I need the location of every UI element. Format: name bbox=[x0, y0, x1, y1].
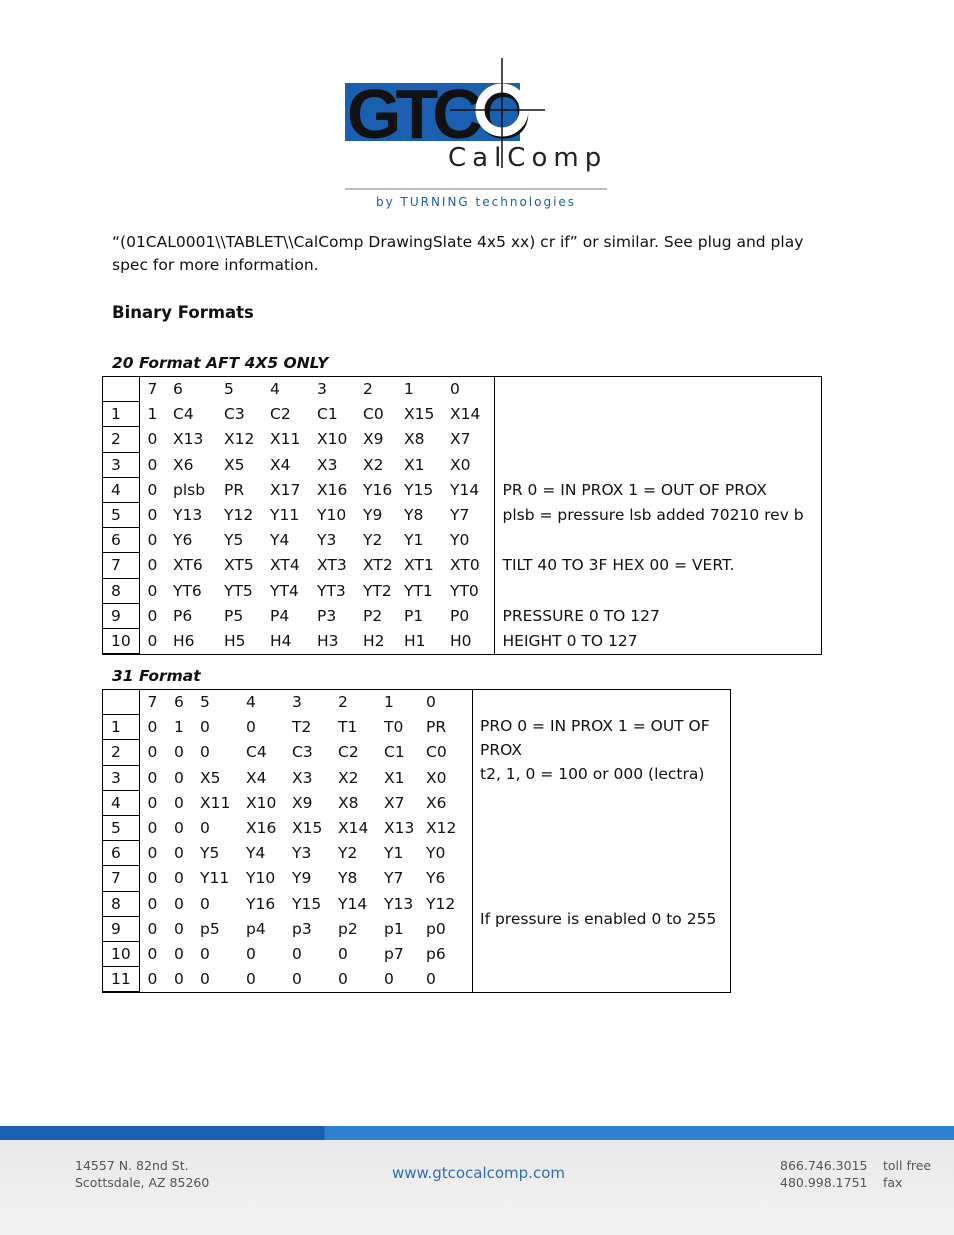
format31-bit-cell: X10 bbox=[246, 793, 277, 812]
footer-fax-label: fax bbox=[883, 1175, 903, 1190]
format31-bit-cell: X11 bbox=[200, 793, 231, 812]
format31-bit-cell: X14 bbox=[338, 819, 369, 838]
format20-bit-cell: Y16 bbox=[363, 480, 393, 499]
footer-address bbox=[75, 1157, 209, 1191]
format31-bit-cell: p1 bbox=[384, 919, 404, 938]
format20-row-number: 5 bbox=[103, 502, 139, 527]
format20-bit-cell: YT1 bbox=[404, 581, 433, 600]
format31-bit-cell: 5 bbox=[200, 693, 210, 712]
format31-note-cell bbox=[472, 941, 730, 966]
footer-address-line1: 14557 N. 82nd St. bbox=[75, 1158, 189, 1173]
format31-bit-cell: 0 bbox=[200, 743, 210, 762]
format20-bit-cell: H6 bbox=[173, 631, 195, 650]
footer-phone: 866.746.3015 bbox=[780, 1158, 868, 1173]
format20-bit-cell: H4 bbox=[270, 631, 292, 650]
format20-row bbox=[103, 452, 821, 477]
format31-bit-cell: 1 bbox=[384, 693, 394, 712]
format20-note-cell: plsb = pressure lsb added 70210 rev b bbox=[494, 502, 821, 527]
format20-row-number: 7 bbox=[103, 553, 139, 578]
format31-row-number: 1 bbox=[103, 715, 139, 740]
format20-bit-cell: 7 bbox=[147, 380, 158, 399]
format31-note-cell bbox=[472, 790, 730, 815]
format20-row bbox=[103, 502, 821, 527]
format31-bit-cell: p0 bbox=[426, 919, 446, 938]
format20-bit-cell: H1 bbox=[404, 631, 426, 650]
format31-bit-cell: T1 bbox=[338, 718, 358, 737]
format20-note-cell: HEIGHT 0 TO 127 bbox=[494, 628, 821, 653]
format31-bit-cell: Y0 bbox=[426, 844, 446, 863]
format31-bit-cell: C0 bbox=[426, 743, 447, 762]
format31-caption: 31 Format bbox=[112, 667, 201, 685]
format31-note-t: t2, 1, 0 = 100 or 000 (lectra) bbox=[480, 765, 705, 783]
format31-header-row bbox=[103, 690, 730, 715]
format20-bit-cell: XT5 bbox=[224, 556, 254, 575]
format20-bit-cell: Y13 bbox=[173, 506, 203, 525]
format31-bit-cell: X8 bbox=[338, 793, 359, 812]
format31-bit-cell: 0 bbox=[174, 970, 184, 989]
format31-bit-cell: 0 bbox=[200, 819, 210, 838]
format20-bit-cell: Y8 bbox=[404, 506, 424, 525]
format31-bit-cell: X13 bbox=[384, 819, 415, 838]
footer-website-link[interactable]: www.gtcocalcomp.com bbox=[392, 1164, 565, 1182]
format31-bit-cell: 0 bbox=[338, 970, 348, 989]
format31-bit-cell: C3 bbox=[292, 743, 313, 762]
format20-bit-cell: X11 bbox=[270, 430, 301, 449]
format31-bit-cell: X0 bbox=[426, 768, 447, 787]
format20-row bbox=[103, 603, 821, 628]
format20-bit-cell: 1 bbox=[404, 380, 414, 399]
logo-tagline: by TURNING technologies bbox=[375, 195, 577, 209]
format31-row bbox=[103, 967, 730, 992]
format31-bit-cell: X9 bbox=[292, 793, 313, 812]
format31-note-prox: PRO 0 = IN PROX 1 = OUT OF PROX bbox=[480, 717, 710, 760]
format20-bit-cell: 0 bbox=[147, 455, 158, 474]
format20-bit-cell: X10 bbox=[317, 430, 348, 449]
format20-row-number: 2 bbox=[103, 427, 139, 452]
format20-row bbox=[103, 553, 821, 578]
format31-row-number: 7 bbox=[103, 866, 139, 891]
format31-bit-cell: 6 bbox=[174, 693, 184, 712]
format20-row bbox=[103, 402, 821, 427]
format20-bit-cell: 1 bbox=[147, 405, 158, 424]
format31-bit-cell: 0 bbox=[200, 970, 210, 989]
format31-row-number: 2 bbox=[103, 740, 139, 765]
format31-bit-cell: 0 bbox=[147, 743, 158, 762]
format20-bit-cell: XT0 bbox=[450, 556, 480, 575]
format31-bit-cell: 0 bbox=[147, 869, 158, 888]
format20-row bbox=[103, 578, 821, 603]
format20-bit-cell: YT6 bbox=[173, 581, 202, 600]
format31-row-number: 3 bbox=[103, 765, 139, 790]
format31-bit-cell: 0 bbox=[147, 944, 158, 963]
format20-bit-cell: X2 bbox=[363, 455, 384, 474]
format31-bit-cell: C4 bbox=[246, 743, 267, 762]
format20-row-number: 8 bbox=[103, 578, 139, 603]
format31-bit-cell: X5 bbox=[200, 768, 221, 787]
format20-bit-cell: Y14 bbox=[450, 480, 480, 499]
format20-note-cell: TILT 40 TO 3F HEX 00 = VERT. bbox=[494, 553, 821, 578]
format20-bit-cell: Y4 bbox=[270, 531, 290, 550]
format20-bit-cell: C4 bbox=[173, 405, 194, 424]
format20-bit-cell: X13 bbox=[173, 430, 204, 449]
format20-bit-cell: P2 bbox=[363, 606, 383, 625]
format31-bit-cell: Y2 bbox=[338, 844, 358, 863]
format20-bit-cell: X0 bbox=[450, 455, 471, 474]
format31-bit-cell: p5 bbox=[200, 919, 220, 938]
format31-row bbox=[103, 941, 730, 966]
format31-bit-cell: 0 bbox=[174, 793, 184, 812]
format20-bit-cell: PR bbox=[224, 480, 245, 499]
format31-bit-cell: X3 bbox=[292, 768, 313, 787]
format31-bit-cell: X1 bbox=[384, 768, 405, 787]
format31-bit-cell: X15 bbox=[292, 819, 323, 838]
format20-bit-cell: X14 bbox=[450, 405, 481, 424]
format31-bit-cell: Y14 bbox=[338, 894, 368, 913]
format20-row-number bbox=[103, 377, 139, 402]
format31-bit-cell: p7 bbox=[384, 944, 404, 963]
intro-paragraph: “(01CAL0001\\TABLET\\CalComp DrawingSlate 4x5 xx) cr if” or similar. See plug and play spec for more information. bbox=[112, 233, 804, 274]
format31-bit-cell: 0 bbox=[200, 944, 210, 963]
format31-bit-cell: 3 bbox=[292, 693, 302, 712]
format20-bit-cell: 5 bbox=[224, 380, 234, 399]
format20-bit-cell: 0 bbox=[147, 430, 158, 449]
format20-row-number: 10 bbox=[103, 628, 139, 653]
format20-row-number: 9 bbox=[103, 603, 139, 628]
format20-row-number: 6 bbox=[103, 528, 139, 553]
format20-row bbox=[103, 477, 821, 502]
gtco-calcomp-logo bbox=[345, 58, 615, 213]
format31-bit-cell: X12 bbox=[426, 819, 457, 838]
format31-row-number bbox=[103, 690, 139, 715]
format31-bit-cell: 7 bbox=[147, 693, 158, 712]
format31-note-cell bbox=[472, 967, 730, 992]
format31-bit-cell: 0 bbox=[426, 693, 436, 712]
format31-bit-cell: 0 bbox=[147, 819, 158, 838]
format20-row bbox=[103, 427, 821, 452]
format20-bit-cell: Y0 bbox=[450, 531, 470, 550]
format20-note-cell bbox=[494, 427, 821, 452]
format20-note-cell: PRESSURE 0 TO 127 bbox=[494, 603, 821, 628]
format31-row-number: 8 bbox=[103, 891, 139, 916]
format20-bit-cell: C3 bbox=[224, 405, 245, 424]
format31-bit-cell: 0 bbox=[147, 768, 158, 787]
format20-bit-cell: 0 bbox=[147, 606, 158, 625]
format20-bit-cell: XT1 bbox=[404, 556, 434, 575]
format31-bit-cell: X6 bbox=[426, 793, 447, 812]
format31-bit-cell: 1 bbox=[174, 718, 184, 737]
format31-note-cell bbox=[472, 690, 730, 715]
format20-bit-cell: X15 bbox=[404, 405, 435, 424]
format31-bit-cell: T0 bbox=[384, 718, 404, 737]
footer-phone-labels bbox=[883, 1157, 931, 1191]
format31-bit-cell: 0 bbox=[174, 919, 184, 938]
format31-bit-cell: 0 bbox=[292, 944, 302, 963]
format20-bit-cell: XT3 bbox=[317, 556, 347, 575]
format31-row-number: 9 bbox=[103, 916, 139, 941]
format31-bit-cell: 0 bbox=[384, 970, 394, 989]
format20-row bbox=[103, 628, 821, 653]
format20-bit-cell: P0 bbox=[450, 606, 470, 625]
format31-bit-cell: T2 bbox=[292, 718, 312, 737]
format31-bit-cell: Y8 bbox=[338, 869, 358, 888]
format20-bit-cell: X4 bbox=[270, 455, 291, 474]
format20-note-cell bbox=[494, 402, 821, 427]
format31-bit-cell: 0 bbox=[174, 894, 184, 913]
format20-header-row bbox=[103, 377, 821, 402]
format20-bit-cell: YT0 bbox=[450, 581, 479, 600]
format31-bit-cell: 2 bbox=[338, 693, 348, 712]
format31-bit-cell: 0 bbox=[174, 844, 184, 863]
format20-bit-cell: XT2 bbox=[363, 556, 393, 575]
format31-bit-cell: p3 bbox=[292, 919, 312, 938]
format31-bit-cell: Y12 bbox=[426, 894, 456, 913]
format20-bit-cell: Y1 bbox=[404, 531, 424, 550]
footer-color-band bbox=[0, 1126, 954, 1140]
format20-bit-cell: P6 bbox=[173, 606, 193, 625]
format31-bit-cell: 0 bbox=[174, 944, 184, 963]
format20-row-number: 4 bbox=[103, 477, 139, 502]
format20-bit-cell: 6 bbox=[173, 380, 183, 399]
format31-bit-cell: Y11 bbox=[200, 869, 230, 888]
format20-bit-cell: C2 bbox=[270, 405, 291, 424]
format20-bit-cell: 0 bbox=[147, 531, 158, 550]
format31-bit-cell: 0 bbox=[426, 970, 436, 989]
format20-bit-cell: P5 bbox=[224, 606, 244, 625]
format31-bit-cell: 4 bbox=[246, 693, 256, 712]
format20-bit-cell: C1 bbox=[317, 405, 338, 424]
format31-bit-cell: 0 bbox=[246, 718, 256, 737]
format20-bit-cell: X17 bbox=[270, 480, 301, 499]
format20-row bbox=[103, 528, 821, 553]
format20-bit-cell: Y5 bbox=[224, 531, 244, 550]
format20-caption: 20 Format AFT 4X5 ONLY bbox=[112, 354, 329, 372]
format31-bit-cell: 0 bbox=[246, 944, 256, 963]
format20-bit-cell: 2 bbox=[363, 380, 373, 399]
format31-bit-cell: Y10 bbox=[246, 869, 276, 888]
format20-bit-cell: YT5 bbox=[224, 581, 253, 600]
format31-row-number: 11 bbox=[103, 967, 139, 992]
format20-bit-cell: Y15 bbox=[404, 480, 434, 499]
format31-bit-cell: 0 bbox=[200, 718, 210, 737]
format20-bit-cell: YT2 bbox=[363, 581, 392, 600]
format20-bit-cell: 3 bbox=[317, 380, 327, 399]
footer-fax: 480.998.1751 bbox=[780, 1175, 868, 1190]
format20-bit-cell: X9 bbox=[363, 430, 384, 449]
format31-bit-cell: X16 bbox=[246, 819, 277, 838]
format31-bit-cell: 0 bbox=[338, 944, 348, 963]
format31-row-number: 4 bbox=[103, 790, 139, 815]
format20-bit-cell: YT4 bbox=[270, 581, 299, 600]
format20-bit-cell: H0 bbox=[450, 631, 472, 650]
format20-bit-cell: X5 bbox=[224, 455, 245, 474]
format31-bit-cell: C1 bbox=[384, 743, 405, 762]
format31-bit-cell: Y9 bbox=[292, 869, 312, 888]
format31-bit-cell: Y3 bbox=[292, 844, 312, 863]
format20-bit-cell: YT3 bbox=[317, 581, 346, 600]
format20-bit-cell: Y7 bbox=[450, 506, 470, 525]
format31-row bbox=[103, 790, 730, 815]
format31-bit-cell: Y15 bbox=[292, 894, 322, 913]
format20-bit-cell: P1 bbox=[404, 606, 424, 625]
format31-bit-cell: 0 bbox=[147, 894, 158, 913]
format20-bit-cell: Y6 bbox=[173, 531, 193, 550]
format20-bit-cell: XT4 bbox=[270, 556, 300, 575]
format20-bit-cell: Y9 bbox=[363, 506, 383, 525]
format20-bit-cell: X1 bbox=[404, 455, 425, 474]
format20-bit-cell: X6 bbox=[173, 455, 194, 474]
format20-note-cell bbox=[494, 528, 821, 553]
format31-bit-cell: 0 bbox=[147, 793, 158, 812]
format20-bit-cell: plsb bbox=[173, 480, 206, 499]
format31-bit-cell: Y7 bbox=[384, 869, 404, 888]
format20-bit-cell: Y3 bbox=[317, 531, 337, 550]
section-heading: Binary Formats bbox=[112, 303, 254, 322]
format20-note-cell bbox=[494, 377, 821, 402]
format31-bit-cell: 0 bbox=[147, 970, 158, 989]
format31-row-number: 10 bbox=[103, 941, 139, 966]
format20-bit-cell: H3 bbox=[317, 631, 339, 650]
format31-row bbox=[103, 841, 730, 866]
format20-note-cell bbox=[494, 452, 821, 477]
format20-bit-cell: X8 bbox=[404, 430, 425, 449]
format31-bit-cell: 0 bbox=[246, 970, 256, 989]
format31-bit-cell: Y16 bbox=[246, 894, 276, 913]
format31-bit-cell: X2 bbox=[338, 768, 359, 787]
format20-bit-cell: X16 bbox=[317, 480, 348, 499]
format20-bit-cell: Y12 bbox=[224, 506, 254, 525]
format31-row-number: 6 bbox=[103, 841, 139, 866]
format31-row-number: 5 bbox=[103, 815, 139, 840]
logo-brand-text: GTCO bbox=[347, 75, 526, 153]
format20-bit-cell: 0 bbox=[147, 556, 158, 575]
format31-bit-cell: 0 bbox=[147, 919, 158, 938]
footer-phone-label: toll free bbox=[883, 1158, 932, 1173]
format20-note-cell: PR 0 = IN PROX 1 = OUT OF PROX bbox=[494, 477, 821, 502]
format20-bit-cell: Y2 bbox=[363, 531, 383, 550]
format31-bit-cell: 0 bbox=[147, 718, 158, 737]
logo-sub-text: CalComp bbox=[448, 143, 608, 173]
format20-bit-cell: P3 bbox=[317, 606, 337, 625]
format31-note-cell bbox=[472, 815, 730, 840]
format31-note-cell bbox=[472, 841, 730, 866]
format31-bit-cell: C2 bbox=[338, 743, 359, 762]
format31-bit-cell: p2 bbox=[338, 919, 358, 938]
format31-bit-cell: 0 bbox=[292, 970, 302, 989]
format31-row bbox=[103, 815, 730, 840]
format20-bit-cell: Y10 bbox=[317, 506, 347, 525]
format31-bit-cell: 0 bbox=[174, 743, 184, 762]
format31-note-cell bbox=[472, 866, 730, 891]
format31-bit-cell: Y4 bbox=[246, 844, 266, 863]
format31-bit-cell: Y6 bbox=[426, 869, 446, 888]
format31-bit-cell: X4 bbox=[246, 768, 267, 787]
format31-bit-cell: Y1 bbox=[384, 844, 404, 863]
format20-bit-cell: H2 bbox=[363, 631, 385, 650]
format31-bit-cell: p6 bbox=[426, 944, 446, 963]
footer-phone-numbers bbox=[780, 1157, 867, 1191]
format20-bit-cell: XT6 bbox=[173, 556, 203, 575]
format31-bit-cell: 0 bbox=[174, 768, 184, 787]
format20-row-number: 3 bbox=[103, 452, 139, 477]
format31-bit-cell: 0 bbox=[200, 894, 210, 913]
format31-bit-cell: PR bbox=[426, 718, 447, 737]
format20-bit-cell: 0 bbox=[147, 581, 158, 600]
format20-bit-cell: P4 bbox=[270, 606, 290, 625]
format31-bit-cell: p4 bbox=[246, 919, 266, 938]
format20-note-cell bbox=[494, 578, 821, 603]
format20-bit-cell: X12 bbox=[224, 430, 255, 449]
format20-bit-cell: 0 bbox=[147, 506, 158, 525]
format31-bit-cell: 0 bbox=[174, 819, 184, 838]
format31-row bbox=[103, 866, 730, 891]
format20-bit-cell: H5 bbox=[224, 631, 246, 650]
format20-bit-cell: Y11 bbox=[270, 506, 300, 525]
format20-bit-cell: X3 bbox=[317, 455, 338, 474]
format20-row-number: 1 bbox=[103, 402, 139, 427]
format20-bit-cell: X7 bbox=[450, 430, 471, 449]
format20-bit-cell: 0 bbox=[147, 631, 158, 650]
format31-bit-cell: X7 bbox=[384, 793, 405, 812]
format31-bit-cell: Y13 bbox=[384, 894, 414, 913]
format31-bit-cell: 0 bbox=[174, 869, 184, 888]
format31-bit-cell: 0 bbox=[147, 844, 158, 863]
format31-bit-cell: Y5 bbox=[200, 844, 220, 863]
format20-bit-cell: C0 bbox=[363, 405, 384, 424]
format31-note-pressure: If pressure is enabled 0 to 255 bbox=[480, 910, 717, 928]
format20-bit-cell: 4 bbox=[270, 380, 280, 399]
format20-bit-cell: 0 bbox=[450, 380, 460, 399]
footer-address-line2: Scottsdale, AZ 85260 bbox=[75, 1175, 210, 1190]
format20-table bbox=[103, 377, 821, 654]
format20-bit-cell: 0 bbox=[147, 480, 158, 499]
